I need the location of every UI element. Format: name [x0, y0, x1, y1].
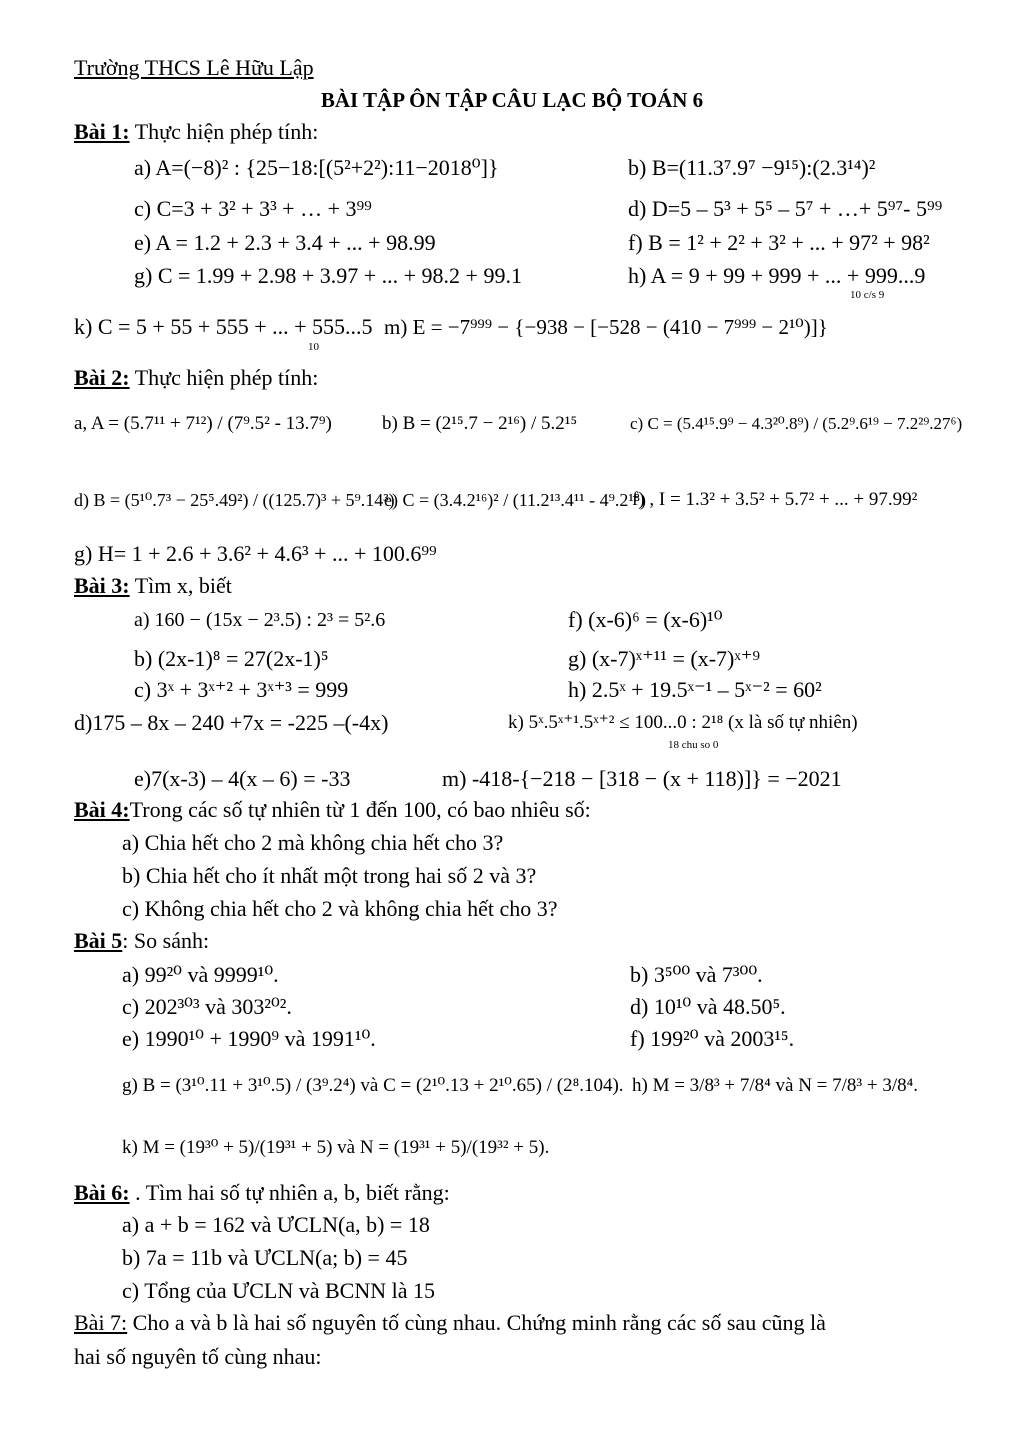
bai7-label: Bài 7: [74, 1310, 128, 1335]
bai1-a: a) A=(−8)² : {25−18:[(5²+2²):11−2018⁰]} [134, 155, 499, 180]
bai4-text: Trong các số tự nhiên từ 1 đến 100, có bao nhiêu số: [129, 797, 591, 822]
bai1-h-underbrace: 10 c/s 9 [850, 289, 885, 301]
bai5-b: b) 3⁵⁰⁰ và 7³⁰⁰. [630, 962, 763, 987]
bai1-h: h) A = 9 + 99 + 999 + ... + 999...9 [628, 263, 926, 288]
bai1-c: c) C=3 + 3² + 3³ + … + 3⁹⁹ [134, 196, 372, 221]
bai2-c: c) C = (5.4¹⁵.9⁹ − 4.3²⁰.8⁹) / (5.2⁹.6¹⁹ − 7.2²⁹.27⁶) [630, 414, 963, 433]
bai5-h: h) M = 3/8³ + 7/8⁴ và N = 7/8³ + 3/8⁴. [632, 1075, 918, 1096]
bai1-k-underbrace: 10 [308, 341, 319, 353]
bai2-a: a, A = (5.7¹¹ + 7¹²) / (7⁹.5² - 13.7⁹) [74, 413, 332, 434]
bai5-a: a) 99²⁰ và 9999¹⁰. [122, 962, 279, 987]
bai6-label: Bài 6: [74, 1180, 130, 1205]
bai5-label: Bài 5 [74, 928, 123, 953]
bai6-heading [74, 1180, 450, 1206]
bai1-e: e) A = 1.2 + 2.3 + 3.4 + ... + 98.99 [134, 230, 436, 255]
bai3-k-underbrace: 18 chu so 0 [668, 739, 719, 751]
bai4-heading [74, 797, 591, 823]
bai3-k: k) 5ˣ.5ˣ⁺¹.5ˣ⁺² ≤ 100...0 : 2¹⁸ (x là số tự nhiên) [508, 712, 858, 733]
bai5-c: c) 202³⁰³ và 303²⁰². [122, 994, 292, 1019]
bai7-text2: hai số nguyên tố cùng nhau: [74, 1344, 322, 1369]
bai3-heading [74, 573, 232, 599]
bai3-b: b) (2x-1)⁸ = 27(2x-1)⁵ [134, 646, 329, 671]
bai5-heading [74, 928, 209, 954]
bai1-d: d) D=5 – 5³ + 5⁵ – 5⁷ + …+ 5⁹⁷- 5⁹⁹ [628, 196, 943, 221]
bai4-b: b) Chia hết cho ít nhất một trong hai số 2 và 3? [122, 863, 537, 888]
bai2-e: e) C = (3.4.2¹⁶)² / (11.2¹³.4¹¹ - 4⁹.2¹⁸) [384, 490, 647, 510]
bai7-heading [74, 1310, 826, 1336]
bai6-c: c) Tổng của ƯCLN và BCNN là 15 [122, 1278, 435, 1303]
bai1-label: Bài 1: [74, 119, 130, 144]
bai5-k: k) M = (19³⁰ + 5)/(19³¹ + 5) và N = (19³¹ + 5)/(19³² + 5). [122, 1137, 550, 1158]
bai4-c: c) Không chia hết cho 2 và không chia hết cho 3? [122, 896, 558, 921]
bai6-b: b) 7a = 11b và ƯCLN(a; b) = 45 [122, 1245, 408, 1270]
bai6-text: . Tìm hai số tự nhiên a, b, biết rằng: [129, 1180, 450, 1205]
bai3-h: h) 2.5ˣ + 19.5ˣ⁻¹ – 5ˣ⁻² = 60² [568, 677, 822, 702]
bai1-m: m) E = −7⁹⁹⁹ − {−938 − [−528 − (410 − 7⁹⁹⁹ − 2¹⁰)]} [384, 315, 828, 339]
bai5-text: : So sánh: [122, 928, 210, 953]
bai1-g: g) C = 1.99 + 2.98 + 3.97 + ... + 98.2 + 99.1 [134, 263, 522, 288]
page-title: BÀI TẬP ÔN TẬP CÂU LẠC BỘ TOÁN 6 [320, 88, 704, 112]
bai3-m: m) -418-{−218 − [318 − (x + 118)]} = −2021 [442, 766, 842, 791]
bai5-g: g) B = (3¹⁰.11 + 3¹⁰.5) / (3⁹.2⁴) và C = (2¹⁰.13 + 2¹⁰.65) / (2⁸.104). [122, 1075, 624, 1096]
bai2-f: f) , I = 1.3² + 3.5² + 5.7² + ... + 97.99² [632, 489, 918, 510]
bai5-f: f) 199²⁰ và 2003¹⁵. [630, 1026, 795, 1051]
bai3-e: e)7(x-3) – 4(x – 6) = -33 [134, 766, 351, 791]
bai1-b: b) B=(11.3⁷.9⁷ −9¹⁵):(2.3¹⁴)² [628, 155, 876, 180]
bai7-text: Cho a và b là hai số nguyên tố cùng nhau. Chứng minh rằng các số sau cũng là [127, 1310, 826, 1335]
bai3-f: f) (x-6)⁶ = (x-6)¹⁰ [568, 607, 723, 632]
bai3-d: d)175 – 8x – 240 +7x = -225 –(-4x) [74, 710, 389, 735]
bai3-a: a) 160 − (15x − 2³.5) : 2³ = 5².6 [134, 609, 386, 631]
bai2-g: g) H= 1 + 2.6 + 3.6² + 4.6³ + ... + 100.6⁹⁹ [74, 541, 437, 566]
bai2-heading [74, 365, 318, 391]
bai4-label: Bài 4: [74, 797, 130, 822]
bai3-c: c) 3ˣ + 3ˣ⁺² + 3ˣ⁺³ = 999 [134, 677, 349, 702]
bai3-text: Tìm x, biết [129, 573, 232, 598]
school-name: Trường THCS Lê Hữu Lập [74, 55, 314, 80]
bai6-a: a) a + b = 162 và ƯCLN(a, b) = 18 [122, 1212, 430, 1237]
bai2-text: Thực hiện phép tính: [129, 365, 319, 390]
bai1-heading [74, 119, 318, 145]
bai5-d: d) 10¹⁰ và 48.50⁵. [630, 994, 786, 1019]
bai1-k: k) C = 5 + 55 + 555 + ... + 555...5 [74, 314, 373, 339]
bai2-label: Bài 2: [74, 365, 130, 390]
bai2-b: b) B = (2¹⁵.7 − 2¹⁶) / 5.2¹⁵ [382, 413, 578, 434]
bai4-a: a) Chia hết cho 2 mà không chia hết cho 3? [122, 830, 504, 855]
bai5-e: e) 1990¹⁰ + 1990⁹ và 1991¹⁰. [122, 1026, 376, 1051]
bai3-g: g) (x-7)ˣ⁺¹¹ = (x-7)ˣ⁺⁹ [568, 646, 760, 671]
bai1-f: f) B = 1² + 2² + 3² + ... + 97² + 98² [628, 230, 930, 255]
bai2-d: d) B = (5¹⁰.7³ − 25⁵.49²) / ((125.7)³ + 5⁹.14³) [74, 490, 395, 510]
bai1-text: Thực hiện phép tính: [129, 119, 319, 144]
bai3-label: Bài 3: [74, 573, 130, 598]
